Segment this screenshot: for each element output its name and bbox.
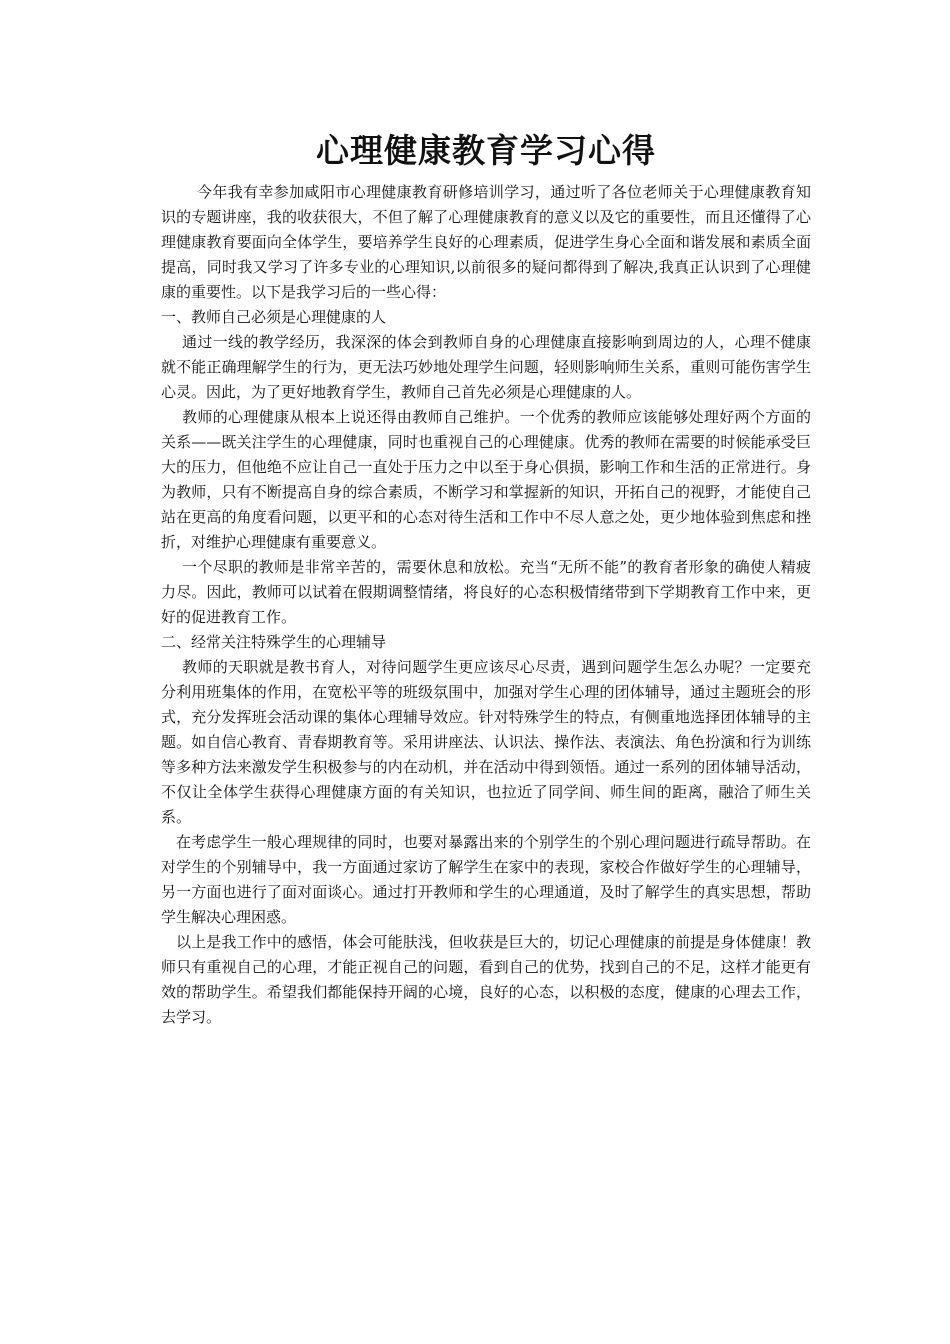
section1-paragraph-2: 教师的心理健康从根本上说还得由教师自己维护。一个优秀的教师应该能够处理好两个方面的关系——既关注学生的心理健康，同时也重视自己的心理健康。优秀的教师在需要的时候能承受巨大的压力，但他绝不应让自己一直处于压力之中以至于身心俱损，影响工作和生活的正常进行。身为教师，只有不断提高自身的综合素质，不断学习和掌握新的知识，开拓自己的视野，才能使自己站在更高的角度看问题，以更平和的心态对待生活和工作中不尽人意之处，更少地体验到焦虑和挫折，对维护心理健康有重要意义。 <box>161 408 811 551</box>
document-page <box>161 130 811 1030</box>
intro-paragraph: 今年我有幸参加咸阳市心理健康教育研修培训学习，通过听了各位老师关于心理健康教育知识的专题讲座，我的收获很大，不但了解了心理健康教育的意义以及它的重要性，而且还懂得了心理健康教育要面向全体学生，要培养学生良好的心理素质，促进学生身心全面和谐发展和素质全面提高，同时我又学习了许多专业的心理知识,以前很多的疑问都得到了解决,我真正认识到了心理健康的重要性。以下是我学习后的一些心得： <box>161 183 811 301</box>
section-heading-2: 二、经常关注特殊学生的心理辅导 <box>161 633 387 651</box>
section2-paragraph-1: 教师的天职就是教书育人，对待问题学生更应该尽心尽责，遇到问题学生怎么办呢？一定要充分利用班集体的作用，在宽松平等的班级氛围中，加强对学生心理的团体辅导，通过主题班会的形式，充分发挥班会活动课的集体心理辅导效应。针对特殊学生的特点，有侧重地选择团体辅导的主题。如自信心教育、青春期教育等。采用讲座法、认识法、操作法、表演法、角色扮演和行为训练等多种方法来激发学生积极参与的内在动机，并在活动中得到领悟。通过一系列的团体辅导活动，不仅让全体学生获得心理健康方面的有关知识，也拉近了同学间、师生间的距离，融洽了师生关系。 <box>161 658 811 826</box>
section-heading-1: 一、教师自己必须是心理健康的人 <box>161 308 387 326</box>
section2-paragraph-3: 以上是我工作中的感悟，体会可能肤浅，但收获是巨大的，切记心理健康的前提是身体健康！教师只有重视自己的心理，才能正视自己的问题，看到自己的优势，找到自己的不足，这样才能更有效的帮助学生。希望我们都能保持开阔的心境，良好的心态，以积极的态度，健康的心理去工作，去学习。 <box>161 933 811 1026</box>
section2-paragraph-2: 在考虑学生一般心理规律的同时，也要对暴露出来的个别学生的个别心理问题进行疏导帮助。在对学生的个别辅导中，我一方面通过家访了解学生在家中的表现，家校合作做好学生的心理辅导，另一方面也进行了面对面谈心。通过打开教师和学生的心理通道，及时了解学生的真实思想，帮助学生解决心理困惑。 <box>161 833 811 926</box>
section1-paragraph-3: 一个尽职的教师是非常辛苦的，需要休息和放松。充当“无所不能”的教育者形象的确使人精疲力尽。因此，教师可以试着在假期调整情绪，将良好的心态积极情绪带到下学期教育工作中来，更好的促进教育工作。 <box>161 558 811 626</box>
document-title: 心理健康教育学习心得 <box>316 131 656 170</box>
section1-paragraph-1: 通过一线的教学经历，我深深的体会到教师自身的心理健康直接影响到周边的人，心理不健康就不能正确理解学生的行为，更无法巧妙地处理学生问题，轻则影响师生关系，重则可能伤害学生心灵。因此，为了更好地教育学生，教师自己首先必须是心理健康的人。 <box>161 333 811 401</box>
